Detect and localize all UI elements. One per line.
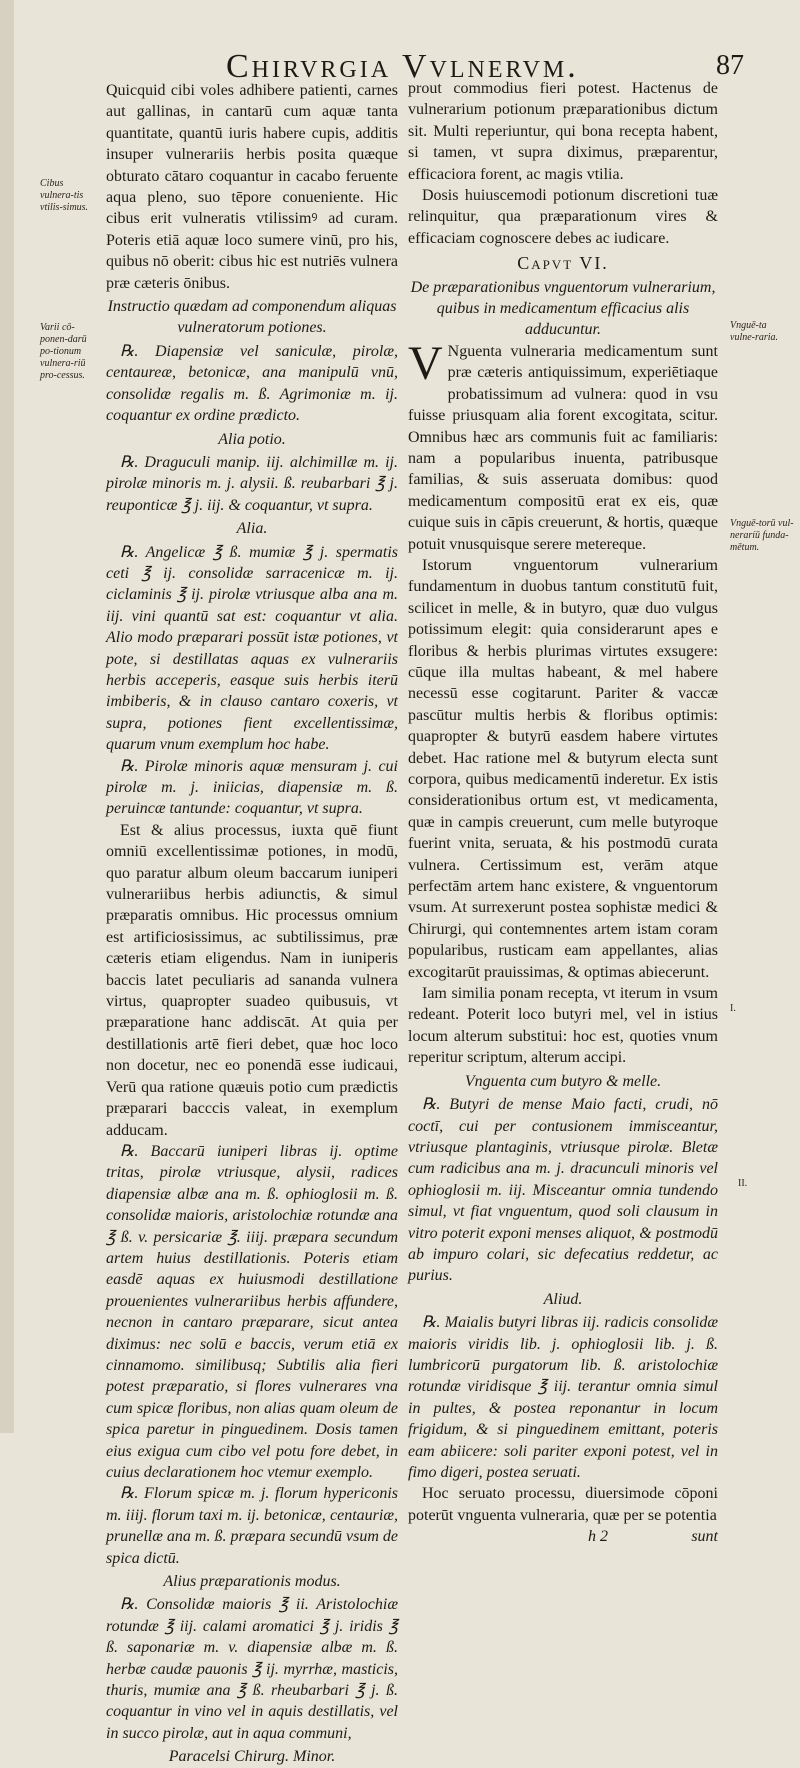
paragraph: Iam similia ponam recepta, vt iterum in vsum redeant. Poterit loco butyri mel, vel in istius locum alterum substitui: hoc est, quoties vnum reperitur scriptum, alterum accipi. (408, 985, 718, 1067)
paragraph: Hoc seruato processu, diuersimode cōponi poterūt vnguenta vulneraria, quæ per se potentia (408, 1485, 718, 1524)
recipe: ℞. Maialis butyri libras iij. radicis consolidæ maioris viridis lib. j. ophioglosii lib. j. ß. lumbricorū purgatorum lib. ß. aristolochiæ rotundæ viridisque ℥ iij. terantur omnia simul in pultes, & postea reponantur in locum frigidum, & si pinguedinem emittant, poteris eam abiicere: soli pariter exponi potest, vel in fimo digeri, postea seruati. (408, 1314, 718, 1481)
page-number: 87 (716, 50, 744, 81)
page-edge (0, 0, 14, 1433)
chapter-subtitle: De præparationibus vnguentorum vulnerarium, quibus in medicamentum efficacius alis adducuntur. (410, 278, 716, 339)
recipe: ℞. Consolidæ maioris ℥ ii. Aristolochiæ rotundæ ℥ iij. calami aromatici ℥ j. iridis ℥ ß. saponariæ m. v. diapensiæ albæ m. ß. herbæ caudæ pauonis ℥ ij. myrrhæ, masticis, thuris, mumiæ ana ℥ ß. rheubarbari ℥ j. ß. coquantur in vino vel in aquis destillatis, vel in succo pirolæ, aut in aqua communi, (106, 1596, 398, 1742)
running-title: Chirvrgia Vvlnervm. (226, 48, 579, 85)
margin-note-cibus: Cibus vulnera-tis vtilis-simus. (40, 178, 89, 213)
section-heading: Instructio quædam ad componendum aliquas vulneratorum potiones. (107, 298, 397, 337)
left-column (106, 80, 398, 1766)
recipe: ℞. Baccarū iuniperi libras ij. optime tritas, pirolæ vtriusque, alysii, radices diapensiæ albæ ana m. ß. ophioglosii m. ß. consolidæ maioris, aristolochiæ rotundæ ana ℥ ß. v. persicariæ ℥. iiij. præpara secundum artem huius destillationis. Poteris etiam easdē aquas ex huiusmodi destillatione prouenientes vulnerariibus herbis affundere, necnon in cantaro præparare, sicut antea diximus: nec solū e baccis, verum etiā ex cinnamomo. similibusq; Subtilis alia fieri potest præparatio, si flores vulnerares vna cum spicæ floribus, non alias quam oleum de spica paretur in pinguedinem. Dosis tamen eius exigua cum cibo vel potu fore debet, in cuius declarationem hoc vtemur exemplo. (106, 1142, 398, 1481)
margin-note-fundamentum: Vnguē-torū vul-neraríū funda-mētum. (730, 518, 794, 553)
paragraph: Istorum vnguentorum vulnerarium fundamentum in duobus tantum constitutū fuit, scilicet in melle, & in butyro, quæ duo vulgus potissimum elegit: quia considerarunt apes e floribus & herbis plurimas virtutes exsugere: cūque illa multas habeant, & mel habere necessū esse cogitarunt. Pariter & vaccæ pascūtur multis herbis & floribus optimis: quapropter & butyrū easdem habere virtutes debet. Hac ratione mel & butyrum electa sunt corpora, quibus medicamentū inderetur. Ex istis considerationibus ortum est, vt medicamenta, quæ in campis creuerunt, cum melle butyroque fuerint vnita, seruata, & his postmodū curata vulnera. Certissimum est, verām atque perfectām artem hanc existere, & vnguentorum vsum. At surrexerunt postea sophistæ medici & Chirurgi, qui contemnentes artem istam coram popularibus, rusticam eam appellantes, alias excogitarūt prauissimas, & optimas abiecerunt. (408, 556, 718, 981)
chapter-title: Capvt VI. (517, 253, 609, 274)
recipe: ℞. Florum spicæ m. j. florum hypericonis m. iiij. florum taxi m. ij. betonicæ, centauriæ, prunellæ ana m. ß. præpara secundū vsum de spica dictū. (106, 1485, 398, 1567)
section-heading: Vnguenta cum butyro & melle. (464, 1072, 662, 1090)
catchword: sunt (691, 1528, 718, 1546)
signature-line (408, 1526, 718, 1547)
section-heading: Alia potio. (218, 430, 286, 448)
paragraph-text: Nguenta vulneraria medicamentum sunt præ cæteris antiquissimum, experiētiaque probatissimum ad vulnera: quod in vsu fuisse priusquam alia forent excogitata, scitur. Omnibus hæc ars communis fuit ac familiaris: nam a popularibus inuenta, patribusque familias, & suis asseruata domibus: quod medicamentum compositū erat ex eis, quæ cuique suis in cāpis creuerunt, & hortis, quæque potuit vnusquisque serere metereque. (408, 342, 718, 553)
margin-note-number-1: I. (730, 1003, 736, 1014)
drop-cap: V (408, 336, 443, 390)
paragraph: Quicquid cibi voles adhibere patienti, carnes aut gallinas, in cantarū cum aquæ tanta quantitate, quantū iuris habere cupis, additis insuper vulnerariis herbis posita quæque obturato cātaro coquantur in cacabo feruente aqua pleno, suo tēpore conueniente. Hic cibus erit vulneratis vtilissimꝰ ad curam. Poteris etiā aquæ loco sumere vinū, pro his, quibus nō oberit: cibus hic est nutriēs vulnera præ cæteris ōnibus. (106, 82, 398, 292)
recipe: ℞. Butyri de mense Maio facti, crudi, nō coctī, cui per contusionem immisceantur, vtriusque plantaginis, vtriusque pirolæ. Bletæ cum radicibus ana m. j. dracunculi minoris vel ophioglosii m. iij. Misceantur omnia tundendo simul, vt fiat vnguentum, quod soli clausum in vitro poterit exponi menses aliquot, & postmodū ab impuro colari, sic defecatius reddetur, ac purius. (408, 1096, 718, 1285)
margin-note-vnguenta: Vnguē-ta vulne-raria. (730, 320, 779, 343)
paragraph-with-dropcap (408, 336, 718, 555)
paragraph: Dosis huiuscemodi potionum discretioni tuæ relinquitur, qua præparationum vires & efficaciam cognoscere debes ac iudicare. (408, 187, 718, 247)
section-heading: Alia. (236, 520, 268, 538)
recipe: ℞. Draguculi manip. iij. alchimillæ m. ij. pirolæ minoris m. j. alysii. ß. reubarbari ℥ j. reuponticæ ℥ j. iij. & coquantur, vt supra. (106, 453, 398, 514)
recipe: ℞. Angelicæ ℥ ß. mumiæ ℥ j. spermatis ceti ℥ ij. consolidæ sarracenicæ m. ij. ciclaminis ℥ ij. pirolæ vtriusque alba ana m. iij. vini quantū sat est: coquantur vt alia. Alio modo præparari possūt istæ potiones, vt pote, si destillatas aquas ex vulnerariis herbis acceperis, easque suis herbis iterū imbiberis, & in clauso cantaro coxeris, vt supra, potiones fient excellentissimæ, quarum vnum exemplum hoc habe. (106, 543, 398, 754)
right-column (408, 78, 718, 1546)
section-heading: Aliud. (543, 1290, 583, 1308)
section-heading: Alius præparationis modus. (163, 1573, 341, 1591)
recipe: ℞. Diapensiæ vel saniculæ, pirolæ, centaureæ, betonicæ, ana manipulū vnū, consolidæ regalis m. ß. Agrimoniæ m. ij. coquantur ex ordine prædicto. (106, 342, 398, 425)
paragraph: Est & alius processus, iuxta quē fiunt omniū excellentissimæ potiones, in modū, quo paratur album oleum baccarum iuniperi vulnerariibus herbis adiunctis, & simul præparatis omnibus. Hic processus omnium est artificiosissimus, ac subtilissimus, præ cæteris etiam eligendus. Nam in iuniperis baccis latet peculiaris ad sananda vulnera virtus, quapropter suadeo quibusuis, vt præparatione hanc addiscāt. At quia per destillationis artē fieri debet, quæ hoc loco non docetur, nec eo ponendā esse iudicaui, Verū qua ratione quæuis potio cum prædictis præparari bacccis valeat, in exemplum adducam. (106, 821, 398, 1139)
signature-mark: h 2 (588, 1528, 608, 1546)
paragraph: prout commodius fieri potest. Hactenus de vulnerarium potionum præparationibus dictum sit. Multi reperiuntur, qui bona recepta habent, si tamen, vt supra diximus, præparentur, efficaciora forent, ac magis vtilia. (408, 80, 718, 183)
margin-note-varii: Varii cō-ponen-darū po-tionum vulnera-riū pro-cessus. (40, 322, 87, 381)
margin-note-number-2: II. (738, 1178, 748, 1189)
recipe: ℞. Pirolæ minoris aquæ mensuram j. cui pirolæ m. j. iniicias, diapensiæ m. ß. peruincæ tantunde: coquantur, vt supra. (106, 757, 398, 818)
footer-signature: Paracelsi Chirurg. Minor. (168, 1748, 336, 1766)
